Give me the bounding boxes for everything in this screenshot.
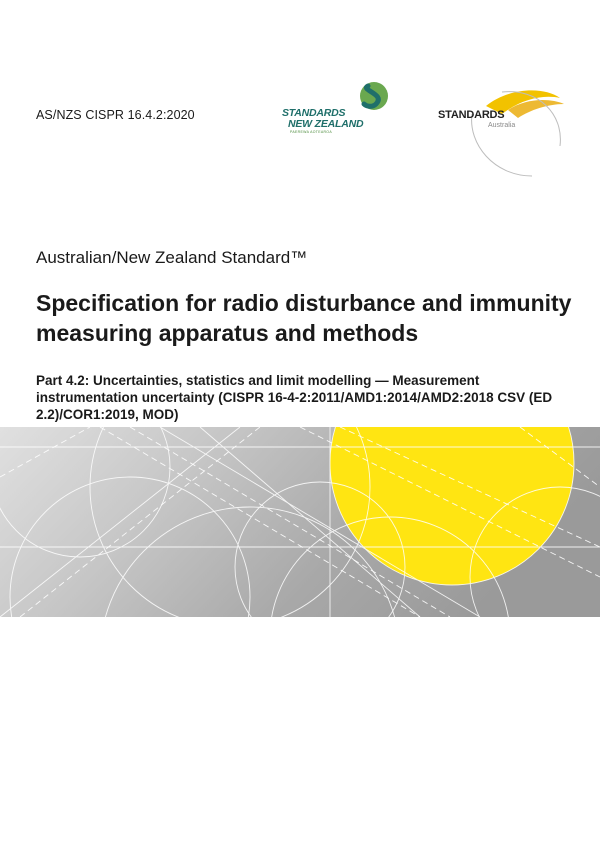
nz-logo-text-line3: PAEREWA AOTEAROA — [290, 130, 332, 134]
nz-logo-text-line1: STANDARDS — [282, 107, 346, 119]
document-number: AS/NZS CISPR 16.4.2:2020 — [36, 108, 195, 122]
standards-australia-mark-icon — [438, 84, 568, 180]
standard-type: Australian/New Zealand Standard™ — [36, 248, 308, 267]
nz-logo-text-line2: NEW ZEALAND — [288, 118, 364, 130]
standards-australia-logo — [438, 84, 568, 180]
au-logo-text-line2: Australia — [488, 122, 516, 129]
au-logo-text-line1: STANDARDS — [438, 109, 505, 121]
document-title: Specification for radio disturbance and immunity measuring apparatus and methods — [36, 290, 572, 346]
document-subtitle: Part 4.2: Uncertainties, statistics and limit modelling — Measurement instrumentation uncertainty (CISPR 16-4-2:2011/AMD1:2014/AMD2:2018 CSV (ED 2.2)/COR1:2019, MOD) — [36, 373, 553, 422]
cover-graphic — [0, 427, 600, 617]
geometric-pattern-graphic — [0, 427, 600, 617]
standards-new-zealand-logo — [272, 80, 388, 134]
